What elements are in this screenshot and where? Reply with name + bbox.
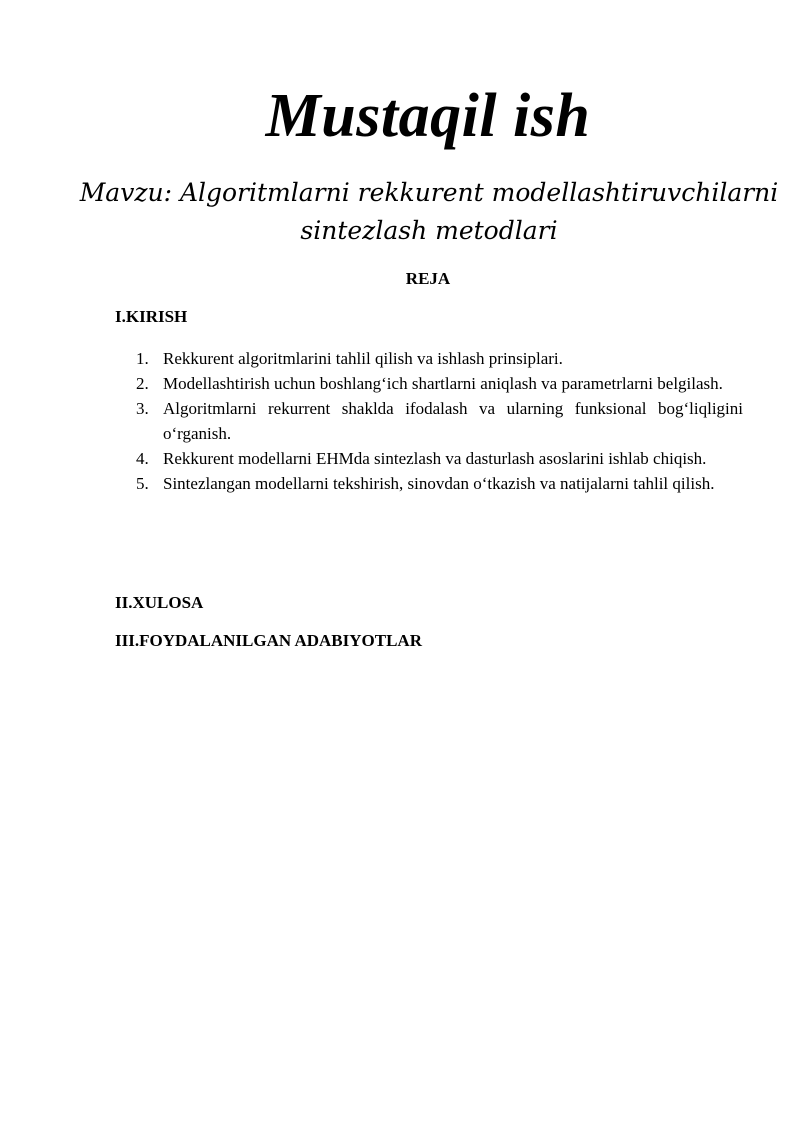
list-item-number: 1. [136,349,149,368]
section-references: III.FOYDALANILGAN ADABIYOTLAR [115,631,422,650]
document-title: Mustaqil ish [265,82,591,150]
list-item [136,371,743,396]
plan-list [136,346,743,496]
list-item [136,446,743,471]
section-conclusion: II.XULOSA [115,593,204,612]
list-item-text: Sintezlangan modellarni tekshirish, sinovdan o‘tkazish va natijalarni tahlil qilish. [163,474,715,493]
document-subtitle: Mavzu: Algoritmlarni rekkurent modellashtiruvchilarni sintezlash metodlari [79,178,779,245]
plan-heading: REJA [405,269,451,288]
list-item [136,471,743,496]
list-item-text: Rekkurent algoritmlarini tahlil qilish va ishlash prinsiplari. [163,349,563,368]
list-item-number: 3. [136,399,149,418]
list-item [136,346,743,371]
list-item [136,396,743,446]
list-item-number: 5. [136,474,149,493]
list-item-number: 2. [136,374,149,393]
list-item-number: 4. [136,449,149,468]
section-introduction: I.KIRISH [115,307,188,326]
list-item-text: Modellashtirish uchun boshlang‘ich shartlarni aniqlash va parametrlarni belgilash. [163,374,723,393]
list-item-text: Rekkurent modellarni EHMda sintezlash va dasturlash asoslarini ishlab chiqish. [163,449,707,468]
list-item-text: Algoritmlarni rekurrent shaklda ifodalash va ularning funksional bog‘liqligini o‘rganish. [163,399,743,443]
